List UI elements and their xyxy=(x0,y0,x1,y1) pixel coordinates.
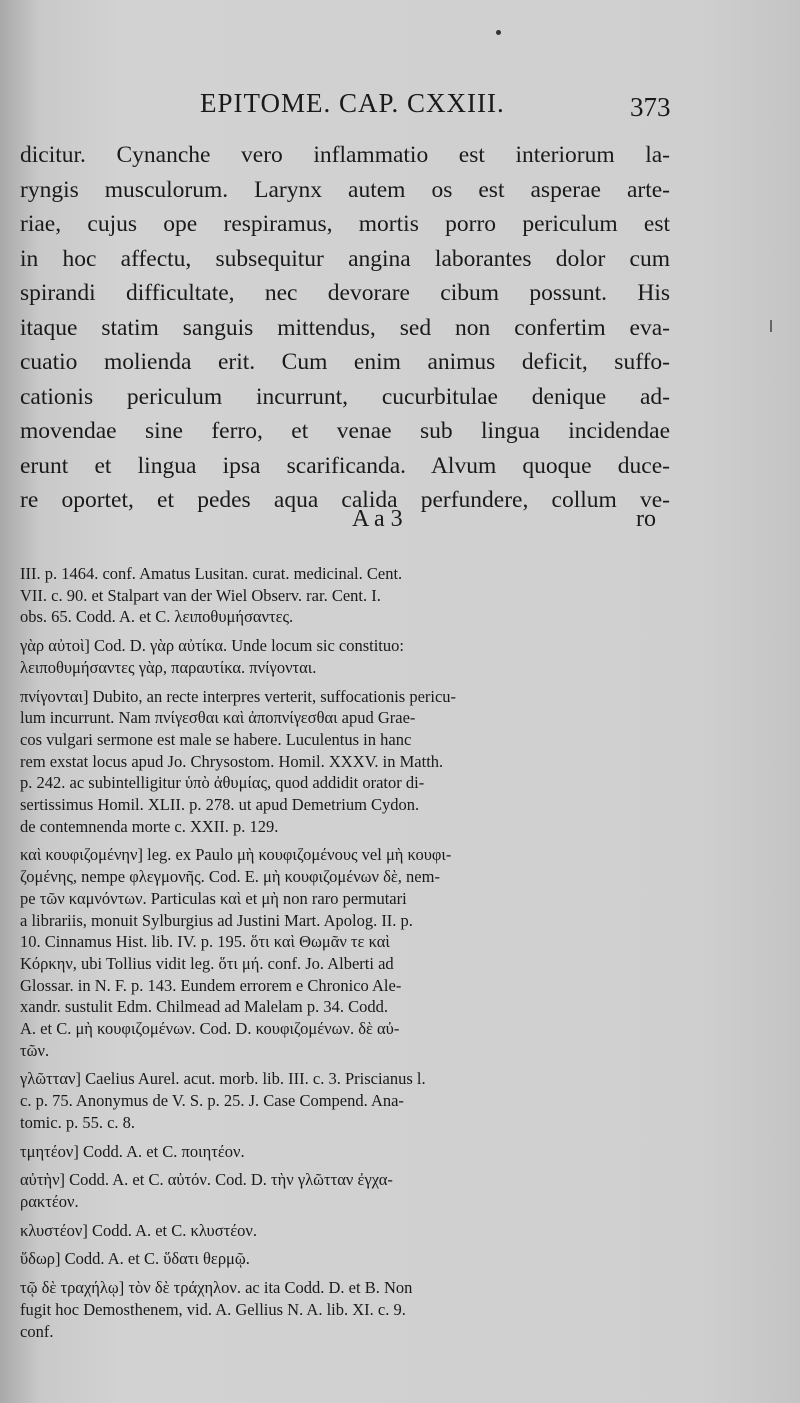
footnote-line: VII. c. 90. et Stalpart van der Wiel Observ. rar. Cent. I. xyxy=(20,585,381,605)
footnote-line: 10. Cinnamus Hist. lib. IV. p. 195. ὅτι καὶ Θωμᾶν τε καὶ xyxy=(20,932,390,952)
footnote-line: τμητέον] Codd. A. et C. ποιητέον. xyxy=(20,1141,245,1161)
footnote-line: conf. xyxy=(20,1321,54,1341)
footnote-line: γὰρ αὐτοὶ] Cod. D. γὰρ αὐτίκα. Unde locum sic constituo: xyxy=(20,636,404,656)
main-text-line: erunt et lingua ipsa scarificanda. Alvum quoque duce- xyxy=(20,452,670,479)
footnote xyxy=(20,1068,670,1133)
footnote-line: Glossar. in N. F. p. 143. Eundem errorem e Chronico Ale- xyxy=(20,975,402,995)
footnote-line: A. et C. μὴ κουφιζομένων. Cod. D. κουφιζομένων. δὲ αὐ- xyxy=(20,1019,400,1039)
footnote-line: c. p. 75. Anonymus de V. S. p. 25. J. Case Compend. Ana- xyxy=(20,1091,404,1111)
main-text-line: cuatio molienda erit. Cum enim animus deficit, suffo- xyxy=(20,349,670,375)
footnote xyxy=(20,686,670,838)
footnote xyxy=(20,635,670,678)
footnote-line: obs. 65. Codd. A. et C. λειποθυμήσαντες. xyxy=(20,607,294,627)
main-text-line: spirandi difficultate, nec devorare cibum possunt. His xyxy=(20,280,670,306)
footnote-line: αὐτὴν] Codd. A. et C. αὐτόν. Cod. D. τὴν γλῶτταν ἐγχα- xyxy=(20,1170,393,1190)
main-text-line: cationis periculum incurrunt, cucurbitulae denique ad- xyxy=(20,383,670,410)
footnote xyxy=(20,1220,670,1242)
footnote-line: tomic. p. 55. c. 8. xyxy=(20,1112,136,1132)
footnote-line: τῷ δὲ τραχήλῳ] τὸν δὲ τράχηλον. ac ita Codd. D. et B. Non xyxy=(20,1278,413,1298)
running-title: EPITOME. CAP. CXXIII. xyxy=(200,88,505,118)
footnote xyxy=(20,844,670,1061)
footnote xyxy=(20,1141,670,1163)
footnote-line: xandr. sustulit Edm. Chilmead ad Malelam p. 34. Codd. xyxy=(20,997,389,1017)
main-text-line: movendae sine ferro, et venae sub lingua incidendae xyxy=(20,418,670,444)
footnote-line: fugit hoc Demosthenem, vid. A. Gellius N. A. lib. XI. c. 9. xyxy=(20,1299,406,1319)
ink-dot xyxy=(496,30,501,35)
main-text-line: riae, cujus ope respiramus, mortis porro periculum est xyxy=(20,211,670,237)
page-header xyxy=(0,88,800,124)
footnote xyxy=(20,563,670,628)
page-number: 373 xyxy=(630,92,671,122)
footnote-line: πνίγονται] Dubito, an recte interpres verterit, suffocationis pericu- xyxy=(20,686,457,706)
footnote-line: καὶ κουφιζομένην] leg. ex Paulo μὴ κουφιζομένους vel μὴ κουφι- xyxy=(20,845,452,865)
footnote-line: ζομένης, nempe φλεγμονῆς. Cod. E. μὴ κουφιζομένων δὲ, nem- xyxy=(20,867,440,887)
footnote-line: rem exstat locus apud Jo. Chrysostom. Homil. XXXV. in Matth. xyxy=(20,751,444,771)
main-text-line: re oportet, et pedes aqua calida perfundere, collum ve- xyxy=(20,487,670,513)
footnotes xyxy=(20,563,670,1349)
footnote-line: κλυστέον] Codd. A. et C. κλυστέον. xyxy=(20,1220,257,1240)
footnote-line: γλῶτταν] Caelius Aurel. acut. morb. lib. III. c. 3. Priscianus l. xyxy=(20,1069,426,1089)
main-text-line: dicitur. Cynanche vero inflammatio est interiorum la- xyxy=(20,142,670,168)
footnote-line: Κόρκην, ubi Tollius vidit leg. ὅτι μή. conf. Jo. Alberti ad xyxy=(20,953,394,973)
footnote-line: sertissimus Homil. XLII. p. 278. ut apud Demetrium Cydon. xyxy=(20,795,420,815)
footnote-line: a librariis, monuit Sylburgius ad Justini Mart. Apolog. II. p. xyxy=(20,910,413,930)
footnote-line: pe τῶν καμνόντων. Particulas καὶ et μὴ non raro permutari xyxy=(20,888,407,908)
footnote-line: p. 242. ac subintelligitur ὑπὸ ἀθυμίας, quod addidit orator di- xyxy=(20,773,425,793)
footnote-line: τῶν. xyxy=(20,1040,50,1060)
catchword: ro xyxy=(636,506,656,532)
footnote-line: lum incurrunt. Nam πνίγεσθαι καὶ ἀποπνίγεσθαι apud Grae- xyxy=(20,708,416,728)
footnote xyxy=(20,1169,670,1212)
main-text-line: in hoc affectu, subsequitur angina laborantes dolor cum xyxy=(20,245,670,272)
footnote xyxy=(20,1277,670,1342)
footnote-line: ρακτέον. xyxy=(20,1191,79,1211)
footnote-line: cos vulgari sermone est male se habere. Luculentus in hanc xyxy=(20,729,412,749)
signature-mark: A a 3 xyxy=(352,506,403,532)
margin-mark xyxy=(770,320,772,332)
footnote-line: III. p. 1464. conf. Amatus Lusitan. curat. medicinal. Cent. xyxy=(20,564,403,583)
footnote-line: de contemnenda morte c. XXII. p. 129. xyxy=(20,816,279,836)
footnote-line: λειποθυμήσαντες γὰρ, παραυτίκα. πνίγονται. xyxy=(20,657,317,677)
footnote xyxy=(20,1248,670,1270)
main-text-line: ryngis musculorum. Larynx autem os est asperae arte- xyxy=(20,176,670,203)
main-text xyxy=(20,138,670,518)
footnote-line: ὕδωρ] Codd. A. et C. ὕδατι θερμῷ. xyxy=(20,1249,250,1269)
main-text-line: itaque statim sanguis mittendus, sed non confertim eva- xyxy=(20,314,670,341)
page-footer xyxy=(0,506,800,540)
